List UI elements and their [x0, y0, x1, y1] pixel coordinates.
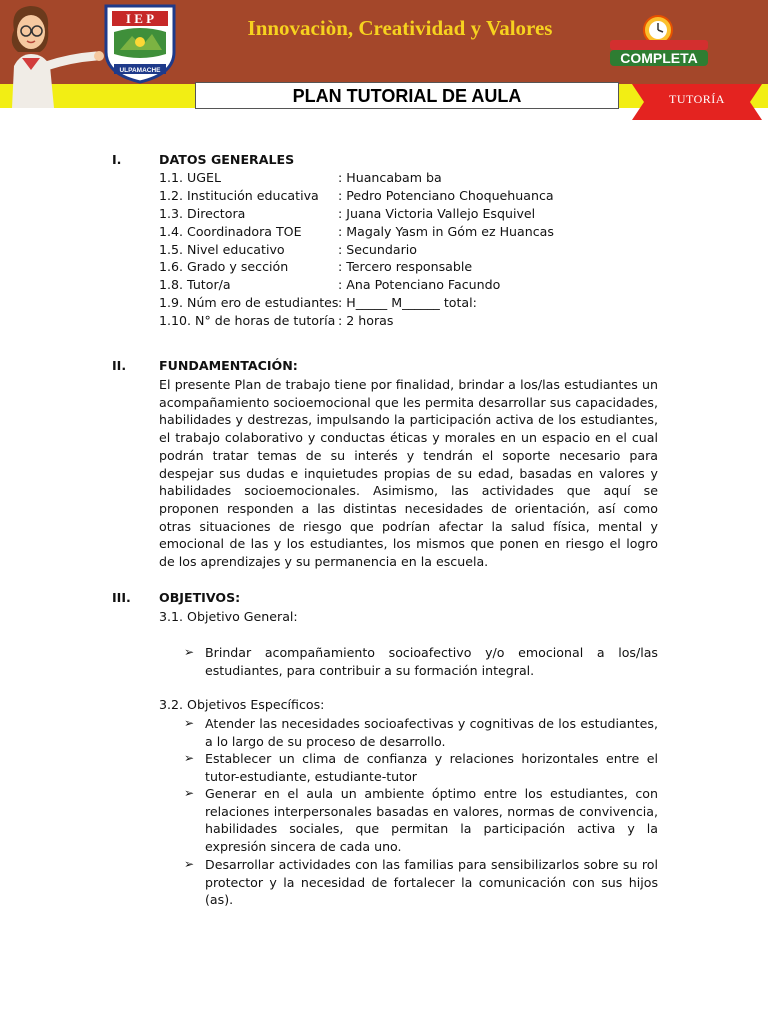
data-label: 1.10. N° de horas de tutoría	[159, 313, 336, 328]
arrow-bullet-icon: ➢	[184, 751, 195, 765]
arrow-bullet-icon: ➢	[184, 716, 195, 730]
crest-letters: I E P	[125, 11, 155, 26]
data-label: 1.8. Tutor/a	[159, 277, 231, 292]
ribbon-label: TUTORÍA	[669, 92, 725, 106]
list-item: Brindar acompañamiento socioafectivo y/o emocional a los/las estudiantes, para contribuir a su formación integral.	[205, 645, 658, 678]
data-value: : Magaly Yasm in Góm ez Huancas	[338, 224, 554, 239]
data-value: : Pedro Potenciano Choquehuanca	[338, 188, 554, 203]
logo-word: COMPLETA	[620, 50, 698, 66]
crest-location: ULPAMACHE	[119, 67, 161, 74]
data-value: : 2 horas	[338, 313, 394, 328]
subsection-title: 3.1. Objetivo General:	[159, 609, 298, 624]
arrow-bullet-icon: ➢	[184, 645, 195, 659]
list-item: Generar en el aula un ambiente óptimo entre los estudiantes, con relaciones interpersonales basadas en valores, normas de convivencia, habilidades sociales, que permitan la participación activa y la expresión sincera de cada uno.	[205, 786, 658, 854]
section-heading: OBJETIVOS:	[159, 590, 241, 605]
list-item: Desarrollar actividades con las familias para sensibilizarlos sobre su rol protector y la necesidad de fortalecer la comunicación con sus hijos (as).	[205, 857, 658, 908]
subsection-title: 3.2. Objetivos Específicos:	[159, 697, 325, 712]
slogan: Innovaciòn, Creatividad y Valores	[247, 16, 553, 40]
section-number: III.	[112, 590, 131, 605]
jornada-completa-logo-icon	[604, 10, 714, 72]
data-label: 1.9. Núm ero de estudiantes	[159, 295, 339, 310]
data-label: 1.2. Institución educativa	[159, 188, 319, 203]
section-heading: DATOS GENERALES	[159, 152, 295, 167]
section-number: I.	[112, 152, 122, 167]
arrow-bullet-icon: ➢	[184, 857, 195, 871]
fundamentacion-paragraph: El presente Plan de trabajo tiene por finalidad, brindar a los/las estudiantes un acompañamiento socioemocional que les permita desarrollar sus capacidades, habilidades y destrezas, impulsando la participación activa de los estudiantes, el trabajo colaborativo y conductas éticas y morales en un espacio en el cual podrán tratar temas de su interés y tendrán el soporte necesario para despejar sus dudas e inquietudes propias de su edad, basadas en valores y habilidades socioemocionales. Asimismo, las actividades que aquí se proponen responden a las distintas necesidades de orientación, así como otras situaciones de riesgo que podrían afectar la salud física, mental y emocional de las y los estudiantes, los mismos que ponen en riesgo el logro de los aprendizajes y su permanencia en la escuela.	[159, 377, 658, 570]
section-number: II.	[112, 358, 127, 373]
data-label: 1.4. Coordinadora TOE	[159, 224, 302, 239]
list-item: Atender las necesidades socioafectivas y cognitivas de los estudiantes, a lo largo de su proceso de desarrollo.	[205, 716, 658, 749]
data-value: : Huancabam ba	[338, 170, 442, 185]
list-item: Establecer un clima de confianza y relaciones horizontales entre el tutor-estudiante, estudiante-tutor	[205, 751, 658, 784]
plan-title: PLAN TUTORIAL DE AULA	[195, 82, 619, 109]
data-value: : H_____ M______ total:	[338, 295, 477, 310]
school-crest-icon	[100, 2, 180, 84]
data-label: 1.5. Nivel educativo	[159, 242, 285, 257]
section-heading: FUNDAMENTACIÓN:	[159, 358, 298, 373]
data-label: 1.3. Directora	[159, 206, 246, 221]
teacher-cartoon-icon	[0, 0, 110, 108]
data-value: : Tercero responsable	[338, 259, 473, 274]
data-value: : Ana Potenciano Facundo	[338, 277, 501, 292]
data-value: : Juana Victoria Vallejo Esquivel	[338, 206, 536, 221]
data-label: 1.1. UGEL	[159, 170, 221, 185]
data-value: : Secundario	[338, 242, 417, 257]
data-label: 1.6. Grado y sección	[159, 259, 289, 274]
arrow-bullet-icon: ➢	[184, 786, 195, 800]
